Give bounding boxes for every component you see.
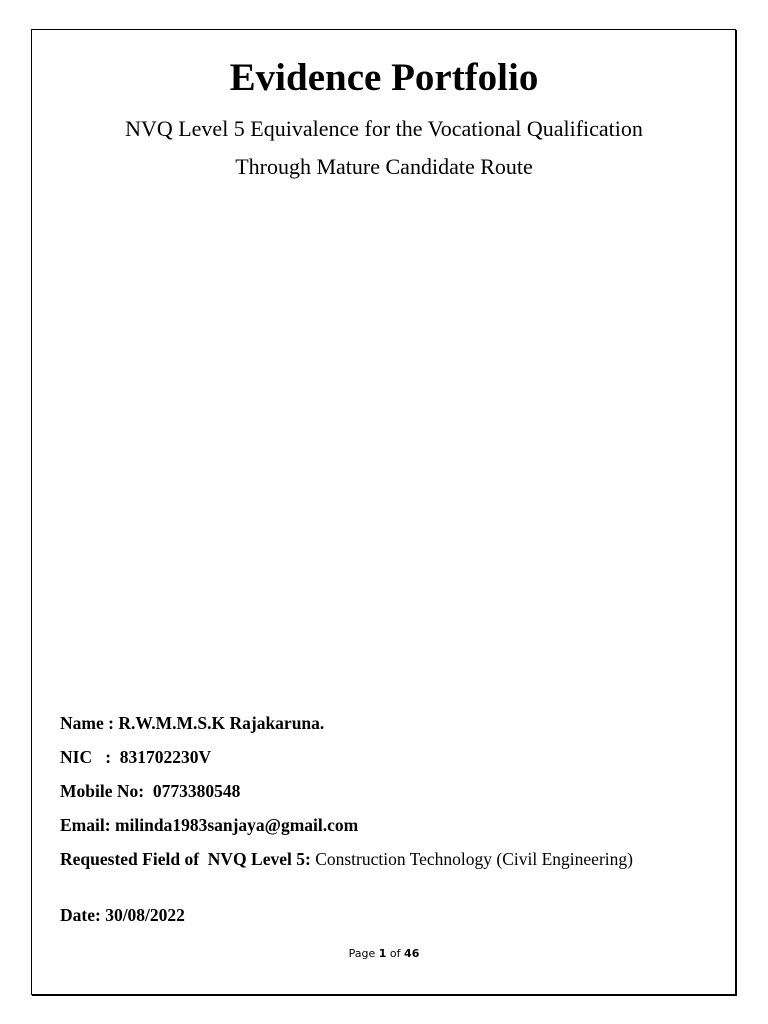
candidate-mobile-row — [60, 780, 680, 802]
page-current: 1 — [378, 947, 387, 960]
candidate-date-row — [60, 904, 680, 926]
date-label: Date: — [60, 905, 106, 925]
email-label: Email: — [60, 815, 115, 835]
email-value: milinda1983sanjaya@gmail.com — [114, 815, 359, 835]
field-label: Requested Field of NVQ Level 5: — [60, 849, 316, 869]
nic-value: 831702230V — [119, 747, 212, 767]
nic-label: NIC : — [60, 747, 120, 767]
document-title: Evidence Portfolio — [229, 56, 539, 99]
page-total: 46 — [404, 947, 420, 960]
candidate-name-row — [60, 712, 680, 734]
page-word: Page — [348, 947, 379, 960]
field-value: Construction Technology (Civil Engineering) — [315, 849, 633, 869]
date-value: 30/08/2022 — [105, 905, 185, 925]
of-word: of — [386, 947, 405, 960]
page-footer — [0, 947, 768, 961]
candidate-email-row — [60, 814, 680, 836]
document-subtitle-line1: NVQ Level 5 Equivalence for the Vocational Qualification — [125, 116, 643, 141]
name-label: Name : — [60, 713, 119, 733]
mobile-label: Mobile No: — [60, 781, 153, 801]
name-value: R.W.M.M.S.K Rajakaruna. — [118, 713, 325, 733]
candidate-field-row — [60, 848, 680, 870]
candidate-nic-row — [60, 746, 680, 768]
mobile-value: 0773380548 — [152, 781, 241, 801]
document-subtitle-line2: Through Mature Candidate Route — [235, 154, 533, 179]
